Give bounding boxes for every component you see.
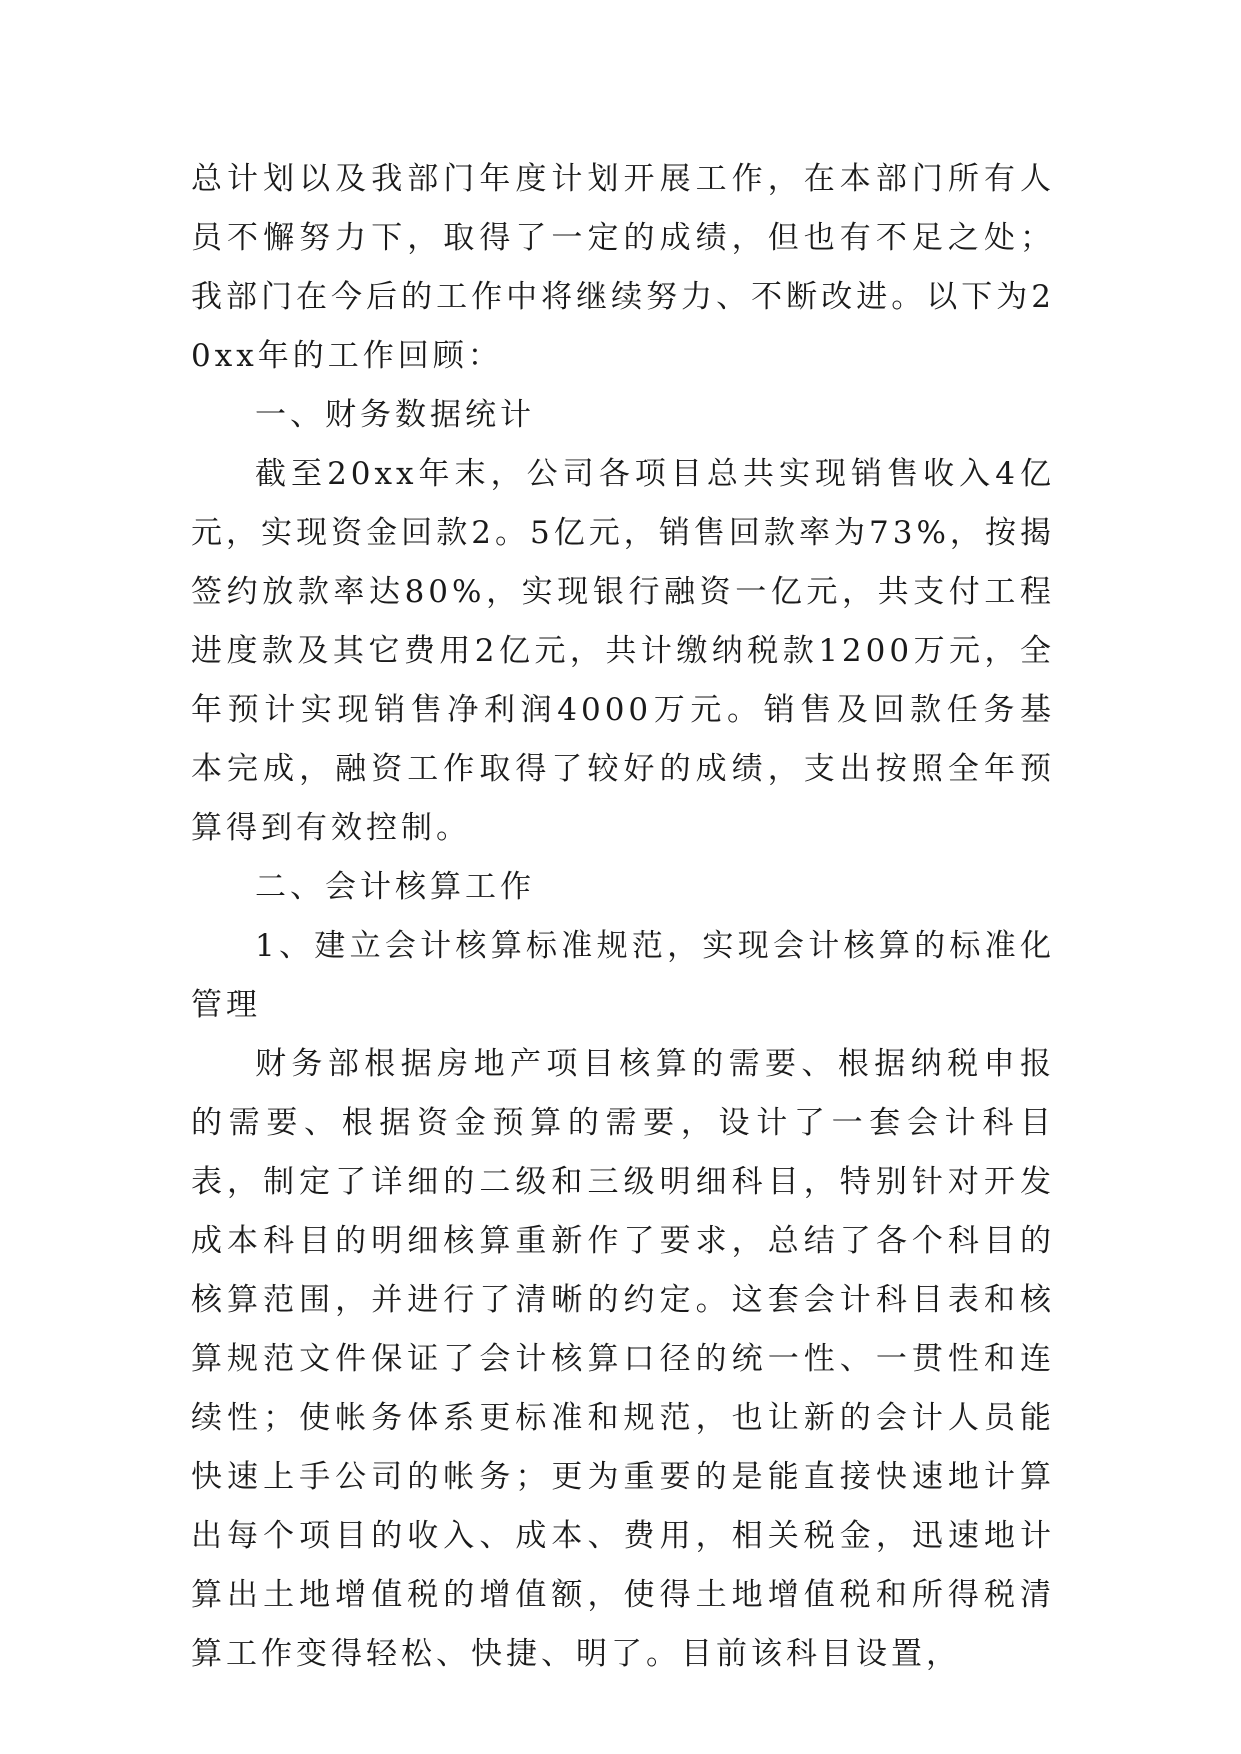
financial-statistics-paragraph: 截至20xx年末，公司各项目总共实现销售收入4亿元，实现资金回款2。5亿元，销售回款率为73%，按揭签约放款率达80%，实现银行融资一亿元，共支付工程进度款及其它费用2亿元，共计缴纳税款1200万元，全年预计实现销售净利润4000万元。销售及回款任务基本完成，融资工作取得了较好的成绩，支出按照全年预算得到有效控制。	[191, 456, 1055, 846]
accounting-standards-paragraph: 财务部根据房地产项目核算的需要、根据纳税申报的需要、根据资金预算的需要，设计了一套会计科目表，制定了详细的二级和三级明细科目，特别针对开发成本科目的明细核算重新作了要求，总结了各个科目的核算范围，并进行了清晰的约定。这套会计科目表和核算规范文件保证了会计核算口径的统一性、一贯性和连续性；使帐务体系更标准和规范，也让新的会计人员能快速上手公司的帐务；更为重要的是能直接快速地计算出每个项目的收入、成本、费用，相关税金，迅速地计算出土地增值税的增值额，使得土地增值税和所得税清算工作变得轻松、快捷、明了。目前该科目设置，	[191, 1046, 1055, 1672]
section-heading-financial-statistics: 一、财务数据统计	[255, 397, 535, 433]
section-heading-accounting-work: 二、会计核算工作	[255, 869, 535, 905]
subheading-accounting-standards: 1、建立会计核算标准规范，实现会计核算的标准化管理	[191, 928, 1055, 1023]
document-page	[191, 150, 1055, 1684]
intro-paragraph: 总计划以及我部门年度计划开展工作，在本部门所有人员不懈努力下，取得了一定的成绩，但也有不足之处；我部门在今后的工作中将继续努力、不断改进。以下为20xx年的工作回顾：	[191, 161, 1055, 374]
